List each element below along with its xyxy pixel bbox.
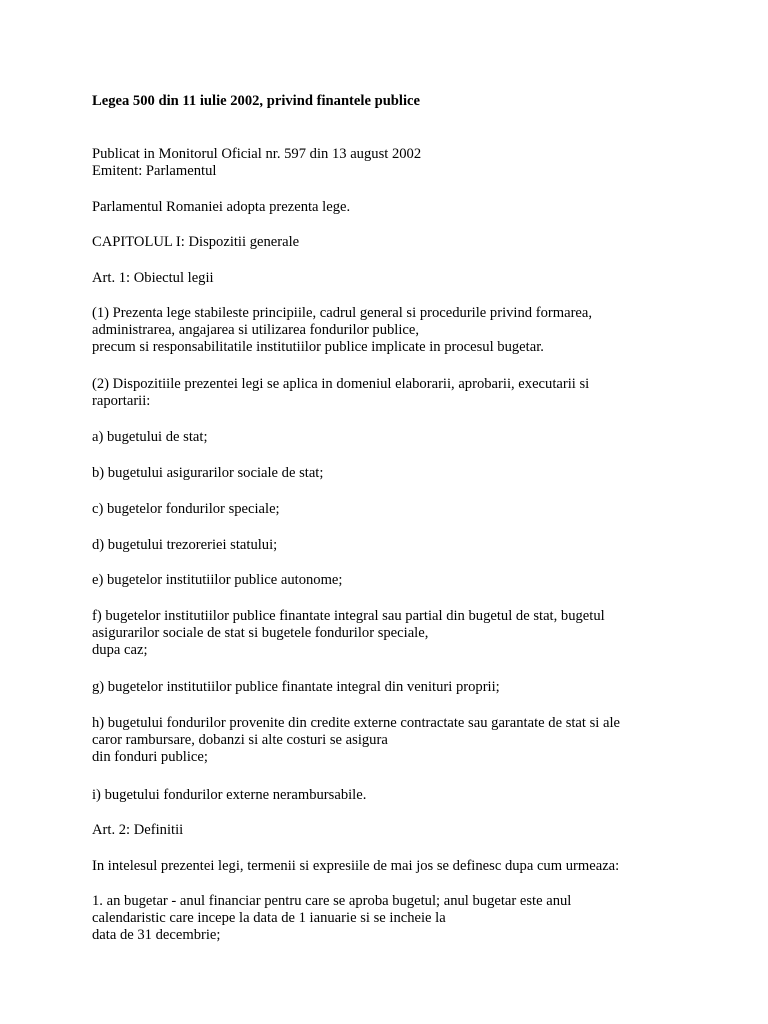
text-line: precum si responsabilitatile institutiilor publice implicate in procesul bugetar.: [92, 339, 544, 355]
list-item-c: c) bugetelor fondurilor speciale;: [92, 501, 280, 517]
chapter-heading: CAPITOLUL I: Dispozitii generale: [92, 234, 300, 250]
list-item-h: [92, 715, 620, 766]
definition-1: [92, 893, 571, 944]
art2-intro: In intelesul prezentei legi, termenii si expresiile de mai jos se definesc dupa cum urmeaza:: [92, 858, 620, 874]
list-item-a: a) bugetului de stat;: [92, 429, 208, 445]
text-line: asigurarilor sociale de stat si bugetele fondurilor speciale,: [92, 625, 429, 641]
issuer-line: Emitent: Parlamentul: [92, 163, 217, 179]
art1-paragraph-2: [92, 376, 589, 410]
list-item-e: e) bugetelor institutiilor publice autonome;: [92, 572, 343, 588]
text-line: (1) Prezenta lege stabileste principiile, cadrul general si procedurile privind formarea,: [92, 305, 593, 321]
text-line: (2) Dispozitiile prezentei legi se aplica in domeniul elaborarii, aprobarii, executarii si: [92, 376, 590, 392]
list-item-i: i) bugetului fondurilor externe nerambursabile.: [92, 787, 367, 803]
list-item-b: b) bugetului asigurarilor sociale de stat;: [92, 465, 324, 481]
text-line: administrarea, angajarea si utilizarea fondurilor publice,: [92, 322, 419, 338]
text-line: caror rambursare, dobanzi si alte costuri se asigura: [92, 732, 388, 748]
list-item-g: g) bugetelor institutiilor publice finantate integral din venituri proprii;: [92, 679, 500, 695]
text-line: dupa caz;: [92, 642, 148, 658]
adoption-statement: Parlamentul Romaniei adopta prezenta lege.: [92, 199, 351, 215]
text-line: raportarii:: [92, 393, 151, 409]
art1-heading: Art. 1: Obiectul legii: [92, 270, 214, 286]
published-line: Publicat in Monitorul Oficial nr. 597 din 13 august 2002: [92, 146, 422, 162]
art2-heading: Art. 2: Definitii: [92, 822, 184, 838]
list-item-f: [92, 608, 605, 659]
publication-info: [92, 146, 421, 180]
text-line: data de 31 decembrie;: [92, 927, 221, 943]
text-line: f) bugetelor institutiilor publice finantate integral sau partial din bugetul de stat, bugetul: [92, 608, 605, 624]
document-title: Legea 500 din 11 iulie 2002, privind finantele publice: [92, 93, 420, 109]
art1-paragraph-1: [92, 305, 592, 356]
text-line: h) bugetului fondurilor provenite din credite externe contractate sau garantate de stat si ale: [92, 715, 620, 731]
list-item-d: d) bugetului trezoreriei statului;: [92, 537, 278, 553]
text-line: calendaristic care incepe la data de 1 ianuarie si se incheie la: [92, 910, 446, 926]
text-line: 1. an bugetar - anul financiar pentru care se aproba bugetul; anul bugetar este anul: [92, 893, 572, 909]
text-line: din fonduri publice;: [92, 749, 208, 765]
